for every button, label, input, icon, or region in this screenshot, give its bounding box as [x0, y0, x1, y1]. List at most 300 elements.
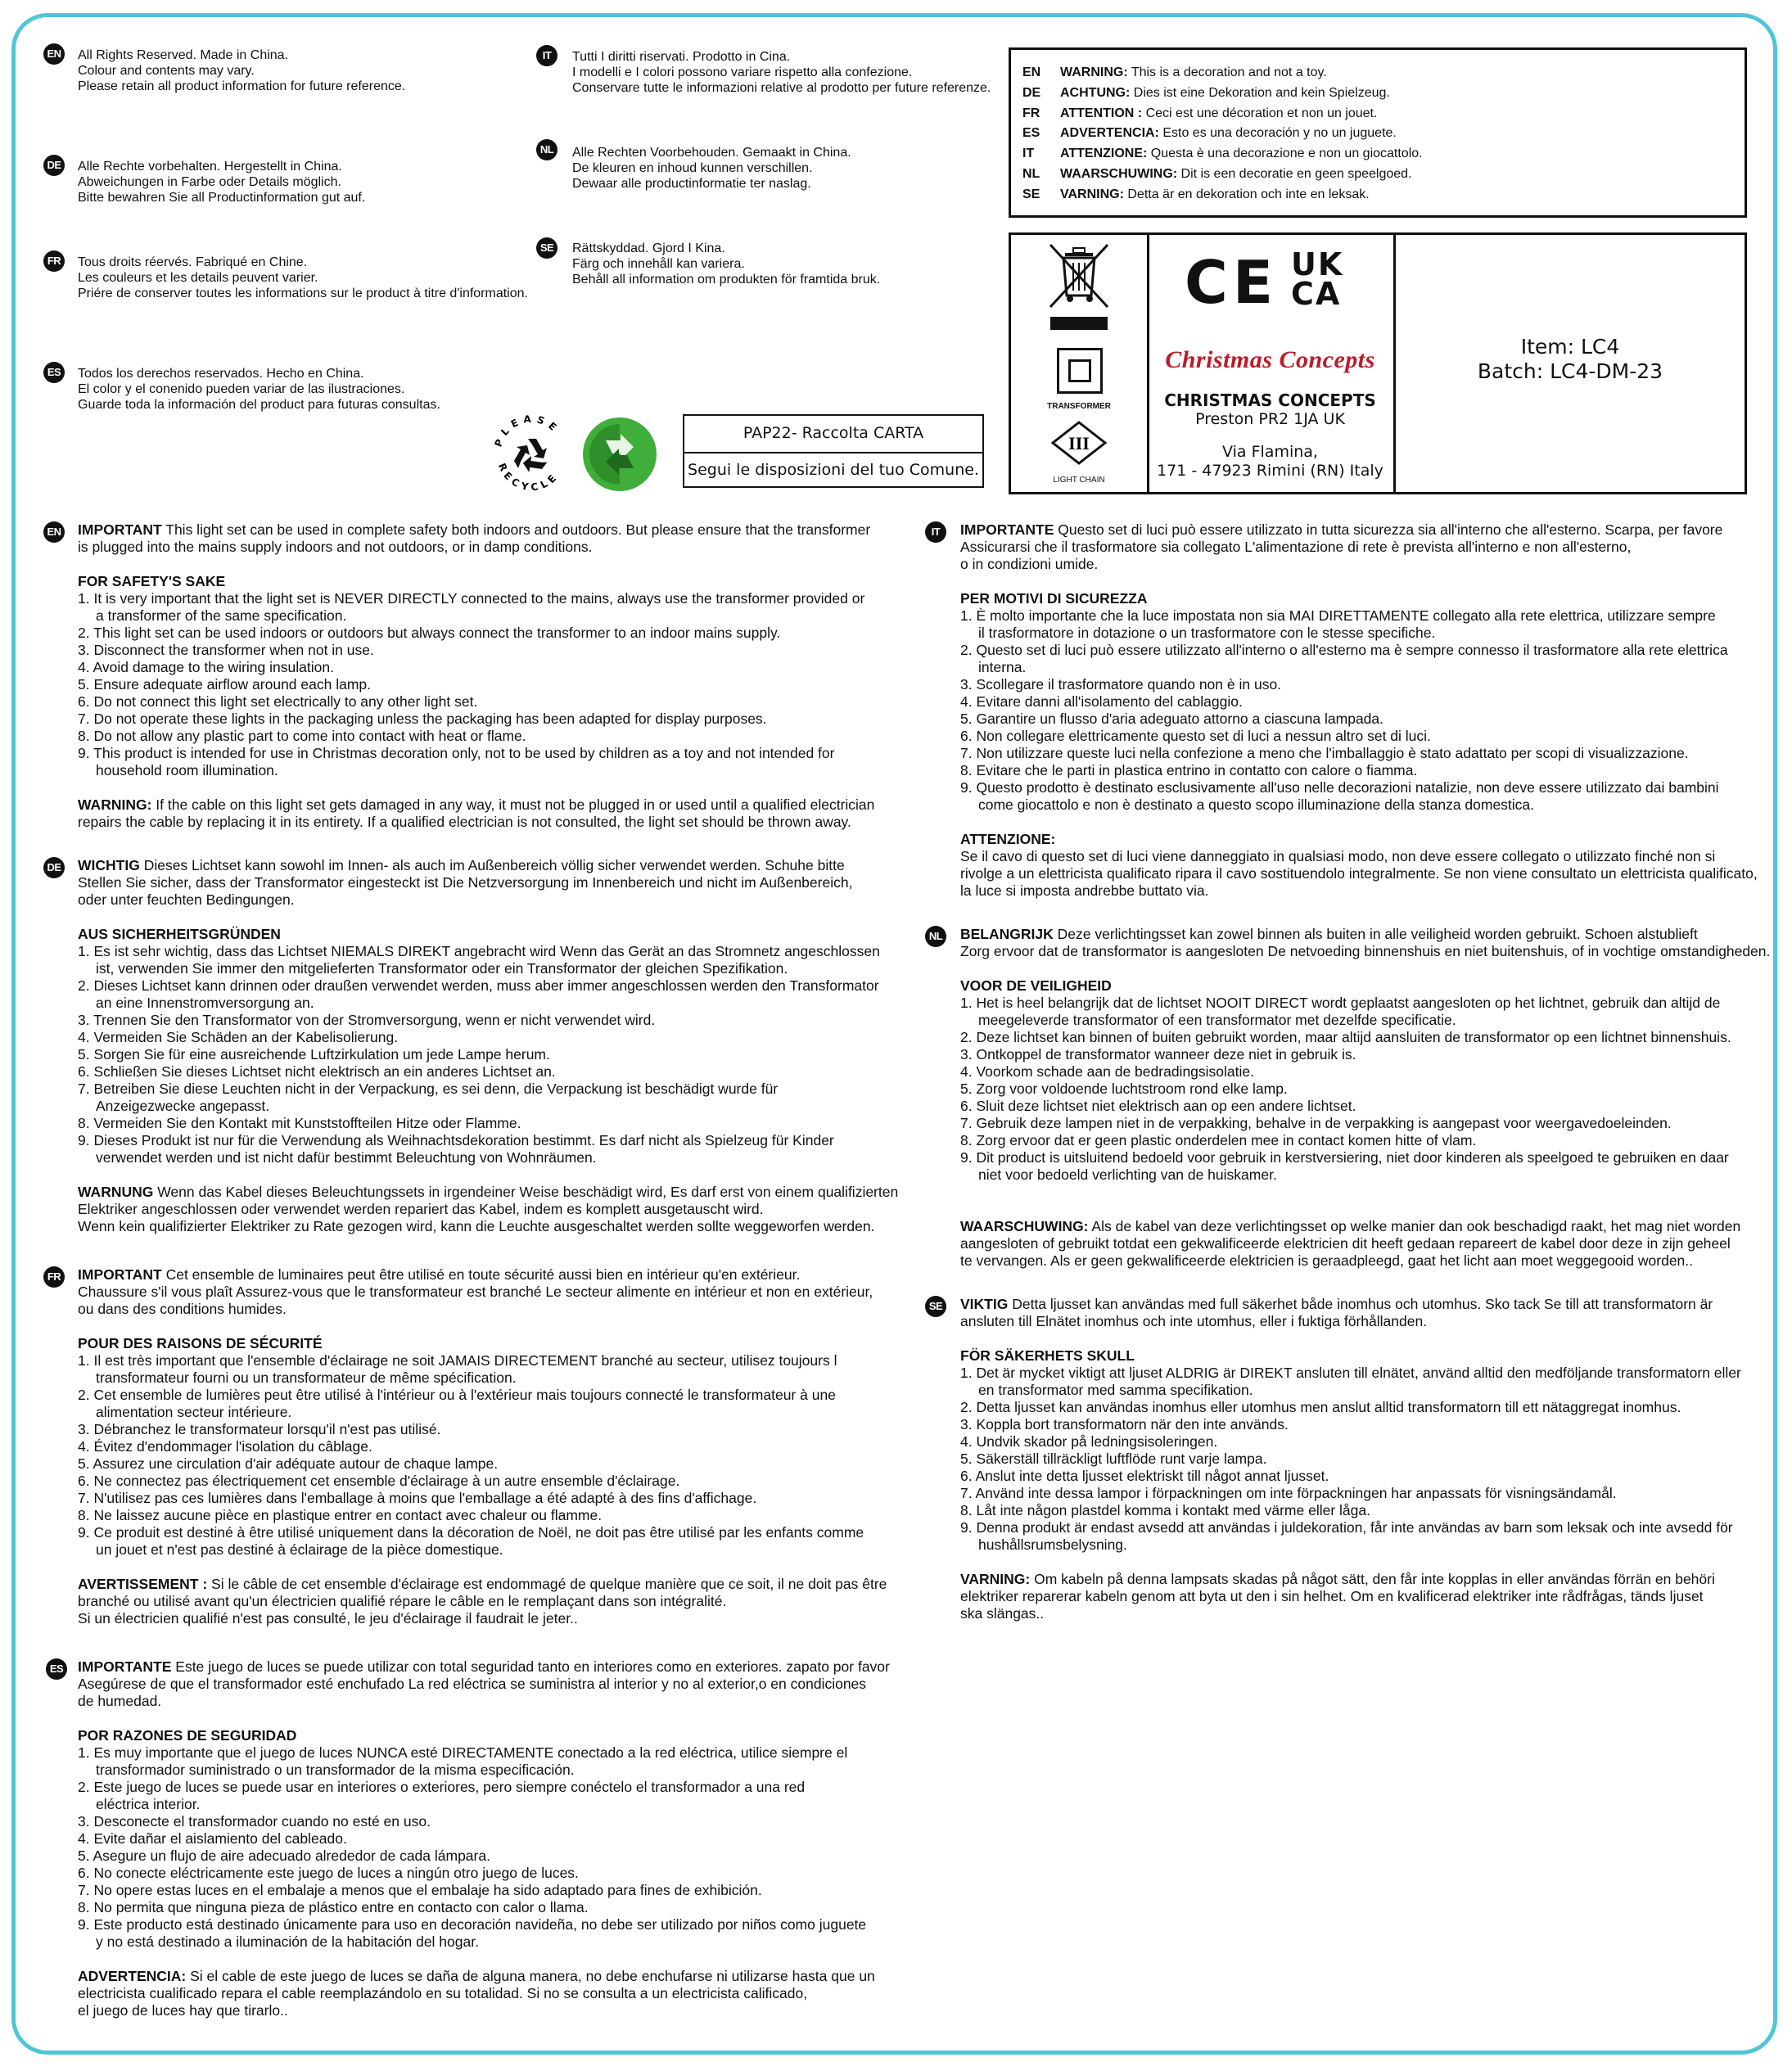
- line-text: verwendet werden und ist nicht dafür bestimmt Beleuchtung von Wohnräumen.: [96, 1149, 597, 1166]
- line-text: 5. Sorgen Sie für eine ausreichende Luftzirkulation um jede Lampe herum.: [78, 1046, 550, 1063]
- rights-it: [572, 49, 991, 96]
- text-line: [960, 1296, 1741, 1313]
- text-line: [960, 676, 1758, 693]
- instruction-section-en: [78, 521, 874, 831]
- line-text: 4. Avoid damage to the wiring insulation.: [78, 659, 334, 675]
- transformer-label: TRANSFORMER: [1047, 402, 1111, 411]
- text-line: [78, 1882, 890, 1899]
- text-line: [78, 1149, 898, 1166]
- ukca-bottom: CA: [1291, 276, 1342, 312]
- text-line: [78, 1524, 887, 1541]
- heading-label: POUR DES RAISONS DE SÉCURITÉ: [78, 1335, 323, 1351]
- text-line: [960, 1571, 1741, 1588]
- text-line: [960, 521, 1758, 539]
- text-line: [78, 711, 874, 728]
- instruction-section-es: [78, 1658, 890, 2019]
- spacer: [960, 1554, 1741, 1571]
- text-line: [78, 960, 898, 977]
- text-line: Please retain all product information for future reference.: [78, 79, 406, 93]
- text-line: [960, 1166, 1770, 1184]
- text-line: [78, 1899, 890, 1916]
- spacer: [960, 1201, 1770, 1218]
- line-text: Este juego de luces se puede utilizar con total seguridad tanto en interiores como en exteriores. zapato por favor: [171, 1658, 890, 1675]
- certification-box: [1009, 232, 1747, 494]
- heading-label: WICHTIG: [78, 857, 140, 873]
- text-line: [78, 1593, 887, 1610]
- line-text: ist, verwenden Sie immer den mitgelieferten Transformator oder ein Transformator der gleichen Spezifikation.: [96, 960, 788, 977]
- line-text: y no está destinado a iluminación de la habitación del hogar.: [96, 1933, 479, 1950]
- text-line: [960, 1399, 1741, 1416]
- text-line: [960, 590, 1758, 607]
- line-text: 9. Denna produkt är endast avsedd att användas i juldekoration, får inte användas av barn som leksak och inte avsedd för: [960, 1519, 1733, 1536]
- text-line: [960, 1132, 1770, 1149]
- line-text: 1. Il est très important que l'ensemble d'éclairage ne soit JAMAIS DIRECTEMENT branché au secteur, utilisez toujours l: [78, 1352, 837, 1369]
- warning-row: [1022, 85, 1390, 102]
- text-line: [960, 745, 1758, 762]
- text-line: [960, 831, 1758, 848]
- line-text: 7. No opere estas luces en el embalaje a menos que el embalaje ha sido adaptado para fines de exhibición.: [78, 1882, 762, 1898]
- text-line: [78, 607, 874, 625]
- line-text: 9. Questo prodotto è destinato esclusivamente all'uso nelle decorazioni natalizie, non deve essere utilizzato dai bambini: [960, 779, 1719, 796]
- line-text: Om kabeln på denna lampsats skadas på något sätt, den får inte kopplas in eller användas förrän en behöri: [1030, 1571, 1715, 1587]
- line-text: 6. No conecte eléctricamente este juego de luces a ningún otro juego de luces.: [78, 1865, 579, 1881]
- line-text: 1. Es ist sehr wichtig, dass das Lichtset NIEMALS DIREKT angebracht wird Wenn das Gerät an das Stromnetz angeschlossen: [78, 943, 880, 959]
- text-line: [78, 539, 874, 556]
- text-line: [78, 1201, 898, 1218]
- line-text: eléctrica interior.: [96, 1796, 201, 1812]
- spacer: [960, 960, 1770, 977]
- line-text: 1. Es muy importante que el juego de luces NUNCA esté DIRECTAMENTE conectado a la red eléctrica, utilice siempre el: [78, 1744, 848, 1761]
- rights-en: [78, 47, 405, 94]
- line-text: 8. Do not allow any plastic part to come into contact with heat or flame.: [78, 728, 526, 744]
- text-line: [960, 1365, 1741, 1382]
- text-line: Les couleurs et les details peuvent varier.: [78, 271, 318, 285]
- line-text: is plugged into the mains supply indoors and not outdoors, or in damp conditions.: [78, 539, 593, 555]
- text-line: [78, 1438, 887, 1455]
- text-line: [960, 1451, 1741, 1468]
- lang-badge-fr: FR: [43, 1266, 65, 1288]
- text-line: [960, 659, 1758, 676]
- line-text: 4. Evite dañar el aislamiento del cableado.: [78, 1830, 347, 1847]
- line-text: 6. Sluit deze lichtset niet elektrisch aan op een andere lichtset.: [960, 1098, 1356, 1114]
- line-text: If the cable on this light set gets damaged in any way, it must not be plugged in or used until a qualified electrician: [151, 796, 875, 813]
- line-text: 3. Koppla bort transformatorn när den inte används.: [960, 1416, 1289, 1433]
- warning-code: IT: [1022, 147, 1035, 160]
- text-line: Tutti I diritti riservati. Prodotto in Cina.: [572, 50, 791, 64]
- text-line: [78, 977, 898, 995]
- line-text: come giocattolo e non è destinato a questo scopo illuminazione della stanza domestica.: [978, 796, 1535, 813]
- address-line-3: 171 - 47923 Rimini (RN) Italy: [1157, 462, 1383, 480]
- recycle-text: RECYCLE: [495, 461, 562, 494]
- instruction-section-nl: [960, 926, 1770, 1270]
- lang-badge-nl-top: NL: [536, 139, 557, 160]
- line-text: 7. Gebruik deze lampen niet in de verpakking, behalve in de verpakking is aangepast voor weergavedoeleinden.: [960, 1115, 1672, 1131]
- line-text: a transformer of the same specification.: [96, 607, 347, 624]
- text-line: [78, 762, 874, 779]
- line-text: Wenn das Kabel dieses Beleuchtungssets in irgendeiner Weise beschädigt wird, Es darf erst von einem qualifizierten: [153, 1184, 899, 1200]
- warning-row: [1022, 146, 1423, 162]
- text-line: [78, 1507, 887, 1524]
- line-text: 5. Garantire un flusso d'aria adeguato attorno a ciascuna lampada.: [960, 711, 1384, 727]
- warning-code: DE: [1022, 86, 1041, 100]
- heading-label: IMPORTANT: [78, 521, 162, 538]
- text-line: [960, 642, 1758, 659]
- instruction-section-de: [78, 857, 898, 1235]
- line-text: te vervangen. Als er geen gekwalificeerde elektricien is geraadpleegd, gaat het licht aan moet weggegooid worden..: [960, 1252, 1694, 1269]
- text-line: Färg och innehåll kan variera.: [572, 257, 745, 271]
- line-text: Elektriker angeschlossen oder verwendet werden repariert das Kabel, indem es komplett ausgetauscht wird.: [78, 1201, 764, 1217]
- heading-label: VOOR DE VEILIGHEID: [960, 977, 1112, 994]
- pap22-box: [683, 414, 984, 488]
- line-text: 2. This light set can be used indoors or outdoors but always connect the transformer to an indoor mains supply.: [78, 625, 781, 641]
- lang-badge-en: EN: [43, 521, 65, 543]
- warning-text: Dies ist eine Dekoration and kein Spielzeug.: [1130, 86, 1390, 100]
- line-text: 8. Evitare che le parti in plastica entrino in contatto con calore o fiamma.: [960, 762, 1418, 778]
- ukca-top: UK: [1291, 246, 1344, 282]
- spacer: [960, 573, 1758, 590]
- line-text: Wenn kein qualifizierter Elektriker zu Rate gezogen wird, kann die Leuchte ausgeschaltet werden sollte weggeworfen werden.: [78, 1218, 875, 1234]
- line-text: 9. Dieses Produkt ist nur für die Verwendung als Weihnachtsdekoration bestimmt. Es darf nicht als Spielzeug für Kinder: [78, 1132, 834, 1148]
- text-line: Alle Rechte vorbehalten. Hergestellt in China.: [78, 160, 342, 174]
- text-line: [960, 625, 1758, 642]
- text-line: [78, 1387, 887, 1404]
- text-line: [78, 1576, 887, 1593]
- line-text: ska slängas..: [960, 1605, 1045, 1622]
- text-line: [78, 693, 874, 711]
- text-line: [78, 1369, 887, 1387]
- text-line: [960, 779, 1758, 796]
- warning-code: EN: [1022, 65, 1041, 79]
- text-line: Conservare tutte le informazioni relative al prodotto per future referenze.: [572, 81, 991, 95]
- text-line: [78, 1693, 890, 1710]
- line-text: Assicurarsi che il trasformatore sia collegato L'alimentazione di rete è prevista all'interno e non all'esterno,: [960, 539, 1632, 555]
- line-text: 7. Använd inte dessa lampor i förpackningen om inte förpackningen har anpassats för visningsändamål.: [960, 1485, 1617, 1501]
- text-line: De kleuren en inhoud kunnen verschillen.: [572, 161, 813, 175]
- line-text: 7. Betreiben Sie diese Leuchten nicht in der Verpackung, es sei denn, die Verpackung ist beschädigt wurde für: [78, 1081, 779, 1097]
- text-line: [960, 728, 1758, 745]
- text-line: [78, 1266, 887, 1284]
- warning-row: [1022, 125, 1397, 142]
- heading-label: WARNING:: [78, 796, 152, 813]
- rights-de: [78, 159, 365, 205]
- weee-bin-icon: [1044, 241, 1114, 333]
- text-line: [960, 1502, 1741, 1519]
- line-text: Als de kabel van deze verlichtingsset op welke manier dan ook beschadigd raakt, het mag niet worden: [1088, 1218, 1741, 1234]
- text-line: [960, 1252, 1770, 1270]
- line-text: 6. Do not connect this light set electrically to any other light set.: [78, 693, 478, 710]
- text-line: [960, 607, 1758, 625]
- text-line: [78, 573, 874, 590]
- text-line: [78, 1865, 890, 1882]
- text-line: I modelli e I colori possono variare rispetto alla confezione.: [572, 65, 913, 79]
- text-line: [78, 1029, 898, 1046]
- text-line: [78, 1813, 890, 1830]
- warning-text: Detta är en dekoration och inte en leksak.: [1123, 187, 1370, 201]
- text-line: [78, 728, 874, 745]
- line-text: transformateur fourni ou un transformateur de même spécification.: [96, 1369, 517, 1386]
- heading-label: IMPORTANTE: [78, 1658, 172, 1675]
- heading-label: BELANGRIJK: [960, 926, 1054, 942]
- text-line: [78, 1727, 890, 1744]
- warning-text: Esto es una decoración y no un juguete.: [1158, 126, 1397, 140]
- spacer: [78, 1318, 887, 1335]
- text-line: [78, 1985, 890, 2002]
- lang-badge-de: DE: [43, 857, 65, 878]
- line-text: oder unter feuchten Bedingungen.: [78, 891, 295, 908]
- line-text: interna.: [978, 659, 1027, 675]
- text-line: [960, 1115, 1770, 1132]
- line-text: 7. Non utilizzare queste luci nella confezione a meno che l'imballaggio è stato adattato per scopi di visualizzazione.: [960, 745, 1689, 761]
- text-line: [78, 1046, 898, 1063]
- pap-line-1: PAP22- Raccolta CARTA: [743, 424, 924, 442]
- text-line: Bitte bewahren Sie all Productinformation gut auf.: [78, 191, 366, 205]
- spacer: [78, 779, 874, 796]
- text-line: [78, 1063, 898, 1081]
- lang-badge-es: ES: [46, 1658, 67, 1680]
- line-text: 4. Vermeiden Sie Schäden an der Kabelisolierung.: [78, 1029, 399, 1045]
- text-line: [960, 1485, 1741, 1502]
- spacer: [78, 1710, 890, 1727]
- line-text: transformador suministrado o un transformador de la misma especificación.: [96, 1762, 575, 1778]
- lang-badge-es-top: ES: [43, 362, 65, 383]
- rights-se: [572, 241, 880, 287]
- line-text: 7. Do not operate these lights in the packaging unless the packaging has been adapted for display purposes.: [78, 711, 767, 727]
- text-line: [78, 1744, 890, 1762]
- text-line: [960, 556, 1758, 573]
- line-text: 2. Dieses Lichtset kann drinnen oder draußen verwendet werden, muss aber immer angeschlossen werden den Transformator: [78, 977, 879, 994]
- line-text: This light set can be used in complete safety both indoors and outdoors. But please ensure that the transformer: [161, 521, 871, 538]
- text-line: All Rights Reserved. Made in China.: [78, 48, 289, 62]
- text-line: [78, 1098, 898, 1115]
- text-line: [960, 926, 1770, 943]
- text-line: [78, 590, 874, 607]
- line-text: branché ou utilisé avant qu'un électricien qualifié répare le câble en le remplaçant dans son intégralité.: [78, 1593, 727, 1609]
- line-text: 1. Het is heel belangrijk dat de lichtset NOOIT DIRECT wordt geplaatst aangesloten op het lichtnet, gebruik dan altijd de: [960, 995, 1721, 1011]
- line-text: rivolge a un elettricista qualificato ripara il cavo sostituendolo integralmente. Se non viene consultato un elettricista qualificato,: [960, 865, 1758, 882]
- text-line: [960, 1063, 1770, 1081]
- text-line: Todos los derechos reservados. Hecho en China.: [78, 367, 364, 381]
- instruction-section-it: [960, 521, 1758, 900]
- text-line: Colour and contents may vary.: [78, 64, 255, 78]
- text-line: Tous droits réervés. Fabriqué en Chine.: [78, 255, 308, 269]
- line-text: Questo set di luci può essere utilizzato in tutta sicurezza sia all'interno che all'esterno. Scarpa, per favore: [1054, 521, 1723, 538]
- line-text: 6. Ne connectez pas électriquement cet ensemble d'éclairage à un autre ensemble d'éclairage.: [78, 1473, 680, 1489]
- spacer: [78, 909, 898, 926]
- text-line: [78, 995, 898, 1012]
- text-line: [960, 1536, 1741, 1554]
- text-line: [960, 1218, 1770, 1235]
- text-line: [78, 521, 874, 539]
- line-text: Si un électricien qualifié n'est pas consulté, le jeu d'éclairage il faudrait le jeter..: [78, 1610, 578, 1627]
- line-text: 3. Trennen Sie den Transformator von der Stromversorgung, wenn er nicht verwendet wird.: [78, 1012, 656, 1028]
- text-line: [78, 1301, 887, 1318]
- text-line: [78, 1421, 887, 1438]
- line-text: 5. Ensure adequate airflow around each lamp.: [78, 676, 372, 693]
- text-line: Rättskyddad. Gjord I Kina.: [572, 241, 725, 255]
- text-line: [960, 1382, 1741, 1399]
- text-line: [78, 1081, 898, 1098]
- address-line-2: Via Flamina,: [1222, 443, 1318, 461]
- line-text: Detta ljusset kan användas med full säkerhet både inomhus och utomhus. Sko tack Se till att transformatorn är: [1008, 1296, 1713, 1312]
- rights-fr: [78, 255, 528, 301]
- instruction-section-fr: [78, 1266, 887, 1627]
- warning-label: WARNING:: [1060, 65, 1128, 79]
- text-line: El color y el conenido pueden variar de las ilustraciones.: [78, 382, 405, 396]
- line-text: 4. Undvik skador på ledningsisoleringen.: [960, 1433, 1218, 1450]
- heading-label: WAARSCHUWING:: [960, 1218, 1089, 1234]
- warning-row: [1022, 187, 1370, 203]
- text-line: [960, 943, 1770, 960]
- green-dot-logo: [581, 416, 658, 493]
- text-line: [960, 762, 1758, 779]
- heading-label: ATTENZIONE:: [960, 831, 1056, 847]
- line-text: 6. Non collegare elettricamente questo set di luci a nessun altro set di luci.: [960, 728, 1431, 744]
- warning-code: NL: [1022, 167, 1040, 181]
- text-line: [960, 711, 1758, 728]
- line-text: meegeleverde transformator of een transformator met dezelfde specificatie.: [978, 1012, 1456, 1028]
- text-line: [78, 796, 874, 814]
- text-line: Priére de conserver toutes les informations sur le product à titre d'information.: [78, 287, 528, 300]
- spacer: [78, 1951, 890, 1968]
- line-text: 6. Schließen Sie dieses Lichtset nicht elektrisch an ein anderes Lichtset an.: [78, 1063, 556, 1080]
- text-line: [78, 857, 898, 874]
- heading-label: VARNING:: [960, 1571, 1031, 1587]
- text-line: [78, 1933, 890, 1951]
- line-text: un jouet et n'est pas destiné à éclairage de la pièce domestique.: [96, 1541, 503, 1558]
- warning-label: ADVERTENCIA:: [1060, 126, 1159, 140]
- line-text: 9. This product is intended for use in Christmas decoration only, not to be used by children as a toy and not intended for: [78, 745, 835, 761]
- heading-label: AVERTISSEMENT :: [78, 1576, 208, 1592]
- line-text: Si le câble de cet ensemble d'éclairage est endommagé de quelque manière que ce soit, il ne doit pas être: [207, 1576, 887, 1592]
- line-text: 3. Disconnect the transformer when not in use.: [78, 642, 374, 658]
- text-line: [78, 1658, 890, 1676]
- text-line: [960, 1519, 1741, 1536]
- text-line: [78, 1762, 890, 1779]
- text-line: [78, 1473, 887, 1490]
- lang-badge-en-top: EN: [43, 43, 65, 65]
- text-line: [78, 891, 898, 909]
- text-line: [78, 625, 874, 642]
- text-line: [78, 676, 874, 693]
- text-line: [78, 1541, 887, 1559]
- line-text: 2. Deze lichtset kan binnen of buiten gebruikt worden, maar altijd aansluiten de transformator op een lichtnet binnenshuis.: [960, 1029, 1731, 1045]
- pap-line-2: Segui le disposizioni del tuo Comune.: [688, 461, 979, 479]
- lang-badge-fr-top: FR: [43, 250, 65, 272]
- rights-nl: [572, 145, 851, 192]
- line-text: 8. Zorg ervoor dat er geen plastic onderdelen mee in contact komen hitte of vlam.: [960, 1132, 1477, 1148]
- text-line: [960, 1468, 1741, 1485]
- line-text: 2. Questo set di luci può essere utilizzato all'interno o all'esterno ma è sempre connesso il trasformatore alla rete elettrica: [960, 642, 1728, 658]
- text-line: [960, 539, 1758, 556]
- warning-text: Dit is een decoratie en geen speelgoed.: [1177, 167, 1412, 181]
- heading-label: VIKTIG: [960, 1296, 1009, 1312]
- line-text: an eine Innenstromversorgung an.: [96, 995, 314, 1011]
- line-text: 4. Evitare danni all'isolamento del cablaggio.: [960, 693, 1243, 710]
- text-line: [78, 1490, 887, 1507]
- text-line: Alle Rechten Voorbehouden. Gemaakt in China.: [572, 146, 851, 160]
- heading-label: WARNUNG: [78, 1184, 154, 1200]
- text-line: [960, 1149, 1770, 1166]
- spacer: [78, 1166, 898, 1184]
- warning-label: WAARSCHUWING:: [1060, 167, 1178, 181]
- warning-text: This is a decoration and not a toy.: [1127, 65, 1327, 79]
- line-text: la luce si imposta andrebbe buttato via.: [960, 882, 1209, 899]
- line-text: 1. Det är mycket viktigt att ljuset ALDRIG är DIREKT ansluten till elnätet, använd alltid den medföljande transformatorn eller: [960, 1365, 1741, 1381]
- text-line: [960, 796, 1758, 814]
- spacer: [960, 1184, 1770, 1201]
- line-text: 2. Cet ensemble de lumières peut être utilisé à l'intérieur ou à l'extérieur mais toujours connecté le transformateur à une: [78, 1387, 836, 1403]
- text-line: [960, 1081, 1770, 1098]
- spacer: [78, 1559, 887, 1576]
- line-text: 3. Desconecte el transformador cuando no esté en uso.: [78, 1813, 431, 1830]
- line-text: 4. Évitez d'endommager l'isolation du câblage.: [78, 1438, 372, 1455]
- line-text: 1. It is very important that the light set is NEVER DIRECTLY connected to the mains, always use the transformer provided or: [78, 590, 865, 607]
- ce-mark: CE: [1185, 248, 1279, 317]
- brand-script-logo: Christmas Concepts: [1165, 346, 1375, 373]
- text-line: [78, 1968, 890, 1985]
- line-text: 3. Débranchez le transformateur lorsqu'il n'est pas utilisé.: [78, 1421, 441, 1437]
- text-line: [78, 1218, 898, 1235]
- warning-text: Questa è una decorazione e non un giocattolo.: [1147, 147, 1423, 160]
- text-line: [78, 1796, 890, 1813]
- text-line: [960, 1012, 1770, 1029]
- lang-badge-de-top: DE: [43, 155, 65, 176]
- line-text: 2. Este juego de luces se puede usar en interiores o exteriores, pero siempre conéctelo el transformador a una red: [78, 1779, 806, 1795]
- lang-badge-se: SE: [925, 1296, 946, 1317]
- text-line: [78, 1115, 898, 1132]
- text-line: [960, 1433, 1741, 1451]
- text-line: [78, 926, 898, 943]
- text-line: Abweichungen in Farbe oder Details möglich.: [78, 175, 341, 189]
- text-line: [960, 693, 1758, 711]
- address-line-1: Preston PR2 1JA UK: [1195, 410, 1345, 428]
- line-text: de humedad.: [78, 1693, 162, 1709]
- svg-text:PLEASE: [492, 413, 562, 449]
- text-line: [78, 1830, 890, 1848]
- heading-label: AUS SICHERHEITSGRÜNDEN: [78, 926, 281, 942]
- text-line: Guarde toda la información del product para futuras consultas.: [78, 398, 440, 412]
- line-text: ou dans des conditions humides.: [78, 1301, 287, 1317]
- lang-badge-nl: NL: [925, 926, 946, 947]
- line-text: el juego de luces hay que tirarlo..: [78, 2002, 288, 2019]
- warning-label: VARNING:: [1060, 187, 1124, 201]
- line-text: o in condizioni umide.: [960, 556, 1099, 572]
- line-text: 2. Detta ljusset kan användas inomhus eller utomhus men anslut alltid transformatorn till ett nätaggregat inomhus.: [960, 1399, 1681, 1415]
- line-text: 3. Ontkoppel de transformator wanneer deze niet in gebruik is.: [960, 1046, 1356, 1063]
- line-text: electricista cualificado repara el cable reemplazándolo en su totalidad. Si no se consulta a un electricista calificado,: [78, 1985, 808, 2001]
- line-text: 9. Este producto está destinado únicamente para uso en decoración navideña, no debe ser utilizado por niños como juguete: [78, 1916, 867, 1933]
- text-line: [960, 1605, 1741, 1622]
- text-line: [960, 1098, 1770, 1115]
- line-text: 7. N'utilisez pas ces lumières dans l'emballage à moins que l'emballage a été adapté à des fins d'affichage.: [78, 1490, 757, 1506]
- line-text: 5. Zorg voor voldoende luchtstroom rond elke lamp.: [960, 1081, 1288, 1097]
- lang-badge-se-top: SE: [536, 237, 557, 259]
- heading-label: IMPORTANTE: [960, 521, 1054, 538]
- line-text: en transformator med samma specifikation.: [978, 1382, 1253, 1398]
- line-text: hushållsrumsbelysning.: [978, 1536, 1127, 1553]
- text-line: [78, 943, 898, 960]
- line-text: 8. Låt inte någon plastdel komma i kontakt med värme eller låga.: [960, 1502, 1370, 1518]
- line-text: Deze verlichtingsset kan zowel binnen als buiten in alle veiligheid worden gebruikt. Schoen alstublieft: [1053, 926, 1698, 942]
- line-text: niet voor bedoeld verlichting van de huiskamer.: [978, 1166, 1277, 1183]
- text-line: [78, 745, 874, 762]
- text-line: [78, 642, 874, 659]
- warning-row: [1022, 65, 1327, 81]
- instruction-section-se: [960, 1296, 1741, 1622]
- spacer: [960, 1330, 1741, 1347]
- line-text: 1. È molto importante che la luce impostata non sia MAI DIRETTAMENTE collegato alla rete elettrica, utilizzare sempre: [960, 607, 1716, 624]
- warning-label: ATTENZIONE:: [1060, 147, 1148, 160]
